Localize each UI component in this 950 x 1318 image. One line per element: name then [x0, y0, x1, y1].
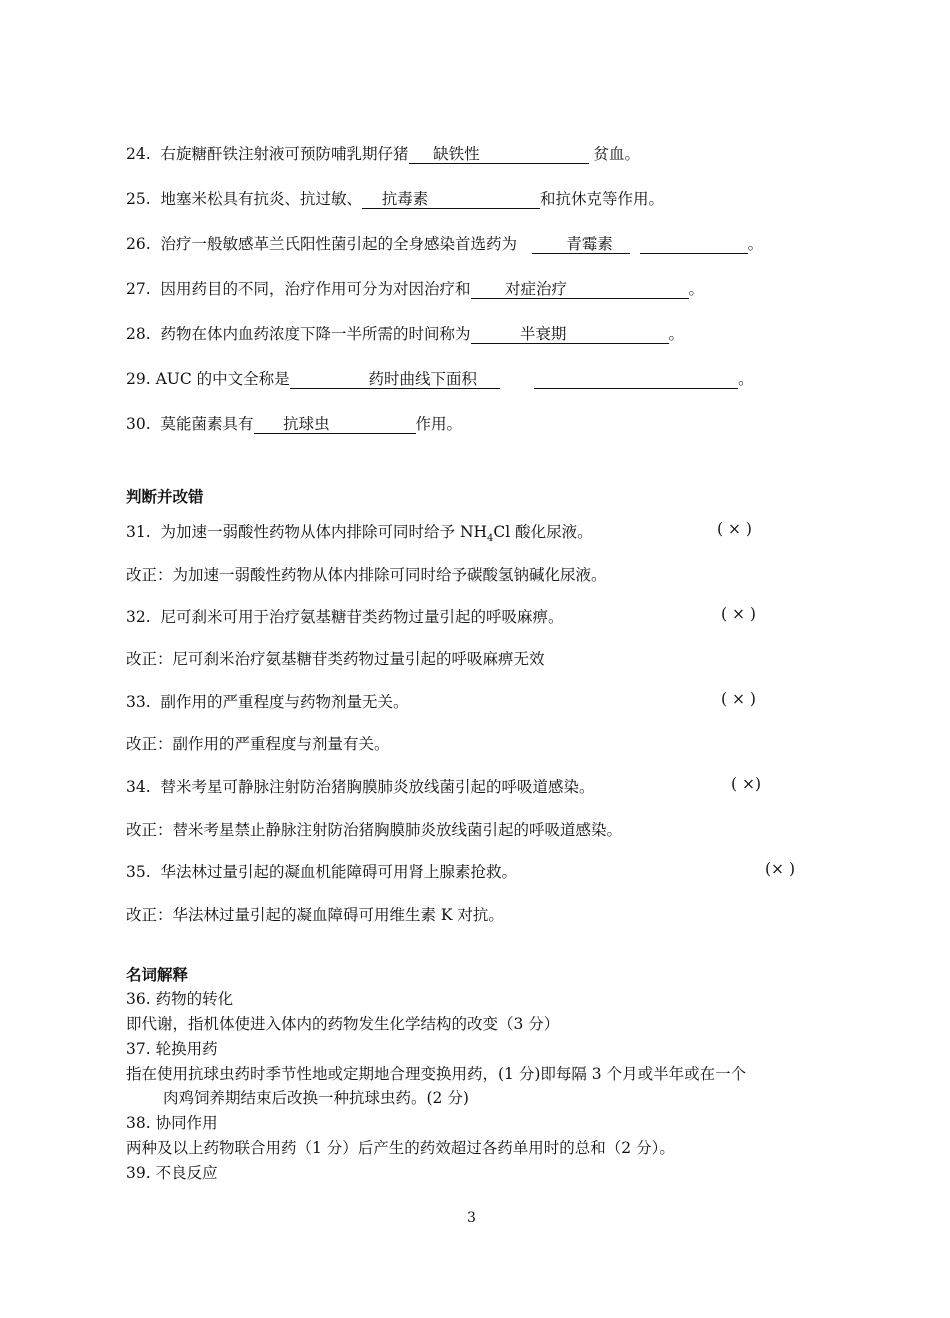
- term-37-definition-cont: 肉鸡饲养期结束后改换一种抗球虫药。(2 分): [163, 1089, 469, 1107]
- judge-mark: (× ): [765, 860, 796, 878]
- section-heading-judge: 判断并改错: [126, 488, 204, 506]
- answer-text: 半衰期: [519, 325, 567, 343]
- answer-text: 缺铁性: [433, 145, 480, 163]
- question-number: 28.: [126, 325, 151, 343]
- question-number: 25.: [126, 190, 151, 208]
- question-number: 32.: [126, 608, 151, 626]
- question-34: [126, 775, 595, 797]
- answer-blank: [254, 415, 416, 434]
- question-text: 右旋糖酐铁注射液可预防哺乳期仔猪: [160, 145, 409, 163]
- question-text: 地塞米松具有抗炎、抗过敏、: [160, 190, 363, 208]
- question-25: [126, 187, 664, 209]
- question-text-after: 。: [738, 370, 754, 388]
- question-29: [126, 367, 754, 389]
- question-text-after: 。: [747, 235, 764, 253]
- question-text-cont: Cl 酸化尿液。: [493, 523, 593, 541]
- section-heading-terms: 名词解释: [126, 966, 189, 984]
- answer-blank: [471, 325, 669, 344]
- judge-mark: ( × ): [721, 690, 756, 708]
- question-text-after: 贫血。: [593, 145, 640, 163]
- correction-33: 改正：副作用的严重程度与剂量有关。: [126, 735, 390, 753]
- question-text: 华法林过量引起的凝血机能障碍可用肾上腺素抢救。: [160, 863, 518, 881]
- question-26: [126, 232, 763, 254]
- question-31: [126, 520, 593, 544]
- question-28: [126, 322, 684, 344]
- question-text-after: 作用。: [415, 415, 463, 433]
- question-number: 34.: [126, 778, 151, 796]
- answer-blank: [532, 235, 630, 254]
- question-text: 副作用的严重程度与药物剂量无关。: [160, 693, 409, 711]
- term-36-definition: 即代谢，指机体使进入体内的药物发生化学结构的改变（3 分）: [126, 1015, 560, 1033]
- judge-mark: ( × ): [721, 605, 756, 623]
- question-32: [126, 605, 564, 627]
- judge-mark: ( × ): [717, 520, 752, 538]
- answer-text: 抗球虫: [283, 415, 330, 433]
- judge-mark: ( ×): [731, 775, 762, 793]
- answer-blank-extra: [534, 370, 738, 389]
- question-35: [126, 860, 517, 882]
- question-number: 29.: [126, 370, 151, 388]
- question-number: 30.: [126, 415, 151, 433]
- correction-35: 改正：华法林过量引起的凝血障碍可用维生素 K 对抗。: [126, 906, 504, 924]
- question-33: [126, 690, 409, 712]
- answer-blank: [471, 280, 689, 299]
- term-37-definition: 指在使用抗球虫药时季节性地或定期地合理变换用药，(1 分)即每隔 3 个月或半年或在一个: [126, 1065, 747, 1083]
- question-text-after: 。: [668, 325, 685, 343]
- question-number: 24.: [126, 145, 151, 163]
- question-text: 尼可刹米可用于治疗氨基糖苷类药物过量引起的呼吸麻痹。: [160, 608, 564, 626]
- page-number: 3: [467, 1210, 476, 1226]
- answer-text: 药时曲线下面积: [368, 370, 477, 388]
- term-38-definition: 两种及以上药物联合用药（1 分）后产生的药效超过各药单用时的总和（2 分）。: [126, 1139, 675, 1157]
- answer-text: 对症治疗: [505, 280, 568, 298]
- question-number: 26.: [126, 235, 151, 253]
- answer-blank: [290, 370, 500, 389]
- term-39-title: 39. 不良反应: [126, 1164, 218, 1182]
- question-text: 为加速一弱酸性药物从体内排除可同时给予 NH: [160, 523, 488, 541]
- question-number: 27.: [126, 280, 151, 298]
- term-38-title: 38. 协同作用: [126, 1114, 218, 1132]
- question-text-after: 。: [688, 280, 705, 298]
- term-36-title: 36. 药物的转化: [126, 990, 234, 1008]
- answer-blank-extra: [640, 235, 748, 254]
- correction-34: 改正：替米考星禁止静脉注射防治猪胸膜肺炎放线菌引起的呼吸道感染。: [126, 821, 623, 839]
- answer-blank: [362, 190, 540, 209]
- question-number: 35.: [126, 863, 151, 881]
- question-text: 治疗一般敏感革兰氏阳性菌引起的全身感染首选药为: [160, 235, 518, 253]
- question-number: 33.: [126, 693, 151, 711]
- question-24: [126, 142, 640, 164]
- question-text: 替米考星可静脉注射防治猪胸膜肺炎放线菌引起的呼吸道感染。: [160, 778, 595, 796]
- question-number: 31.: [126, 523, 151, 541]
- question-30: [126, 412, 462, 434]
- question-27: [126, 277, 704, 299]
- answer-blank: [409, 145, 589, 164]
- correction-31: 改正：为加速一弱酸性药物从体内排除可同时给予碳酸氢钠碱化尿液。: [126, 566, 607, 584]
- question-text: AUC 的中文全称是: [155, 370, 290, 388]
- correction-32: 改正：尼可刹米治疗氨基糖苷类药物过量引起的呼吸麻痹无效: [126, 650, 545, 668]
- question-text: 药物在体内血药浓度下降一半所需的时间称为: [160, 325, 471, 343]
- answer-text: 青霉素: [566, 235, 613, 253]
- question-text-after: 和抗休克等作用。: [540, 190, 665, 208]
- subscript: 4: [487, 533, 494, 544]
- answer-text: 抗毒素: [381, 190, 429, 208]
- term-37-title: 37. 轮换用药: [126, 1040, 218, 1058]
- question-text: 莫能菌素具有: [160, 415, 254, 433]
- question-text: 因用药目的不同，治疗作用可分为对因治疗和: [160, 280, 471, 298]
